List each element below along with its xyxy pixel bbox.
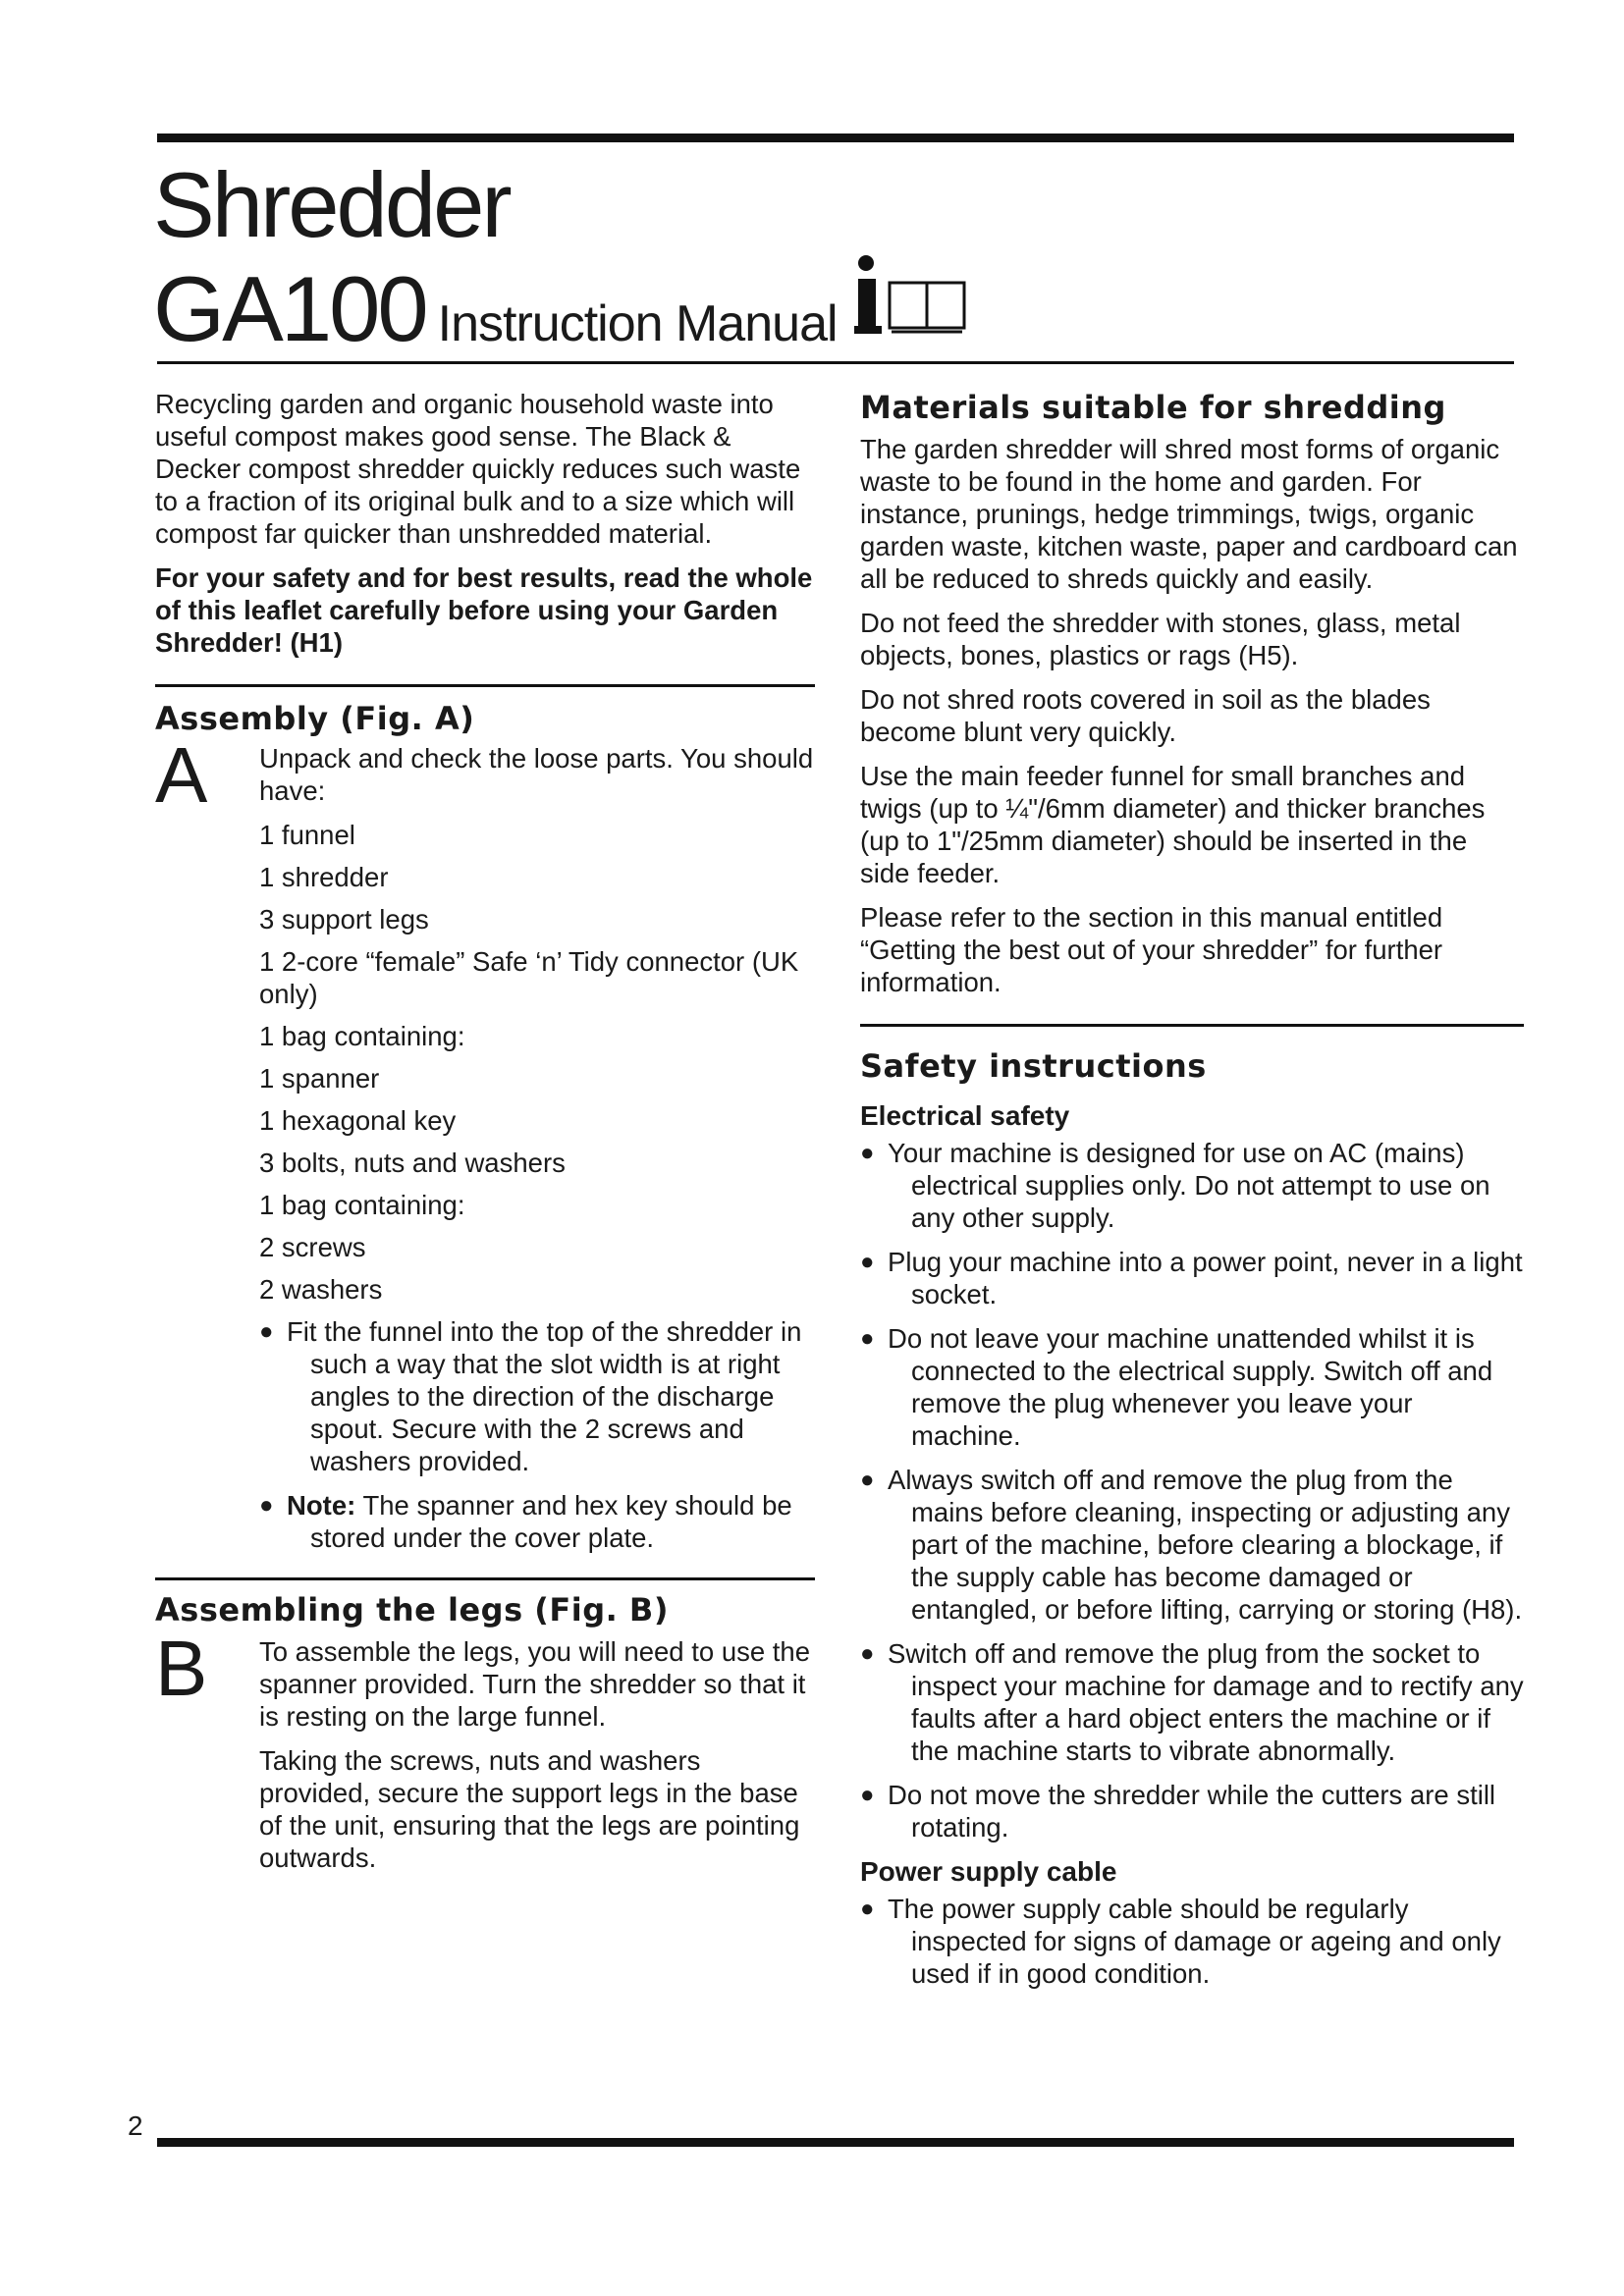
bullet-icon: ● [860, 1325, 875, 1352]
power-list [860, 1893, 1524, 1990]
list-item: 1 bag containing: [259, 1190, 465, 1220]
bullet-icon: ● [860, 1467, 875, 1493]
section-rule [155, 1577, 815, 1580]
legs-heading: Assembling the legs (Fig. B) [155, 1591, 669, 1629]
list-item: 2 washers [259, 1274, 383, 1305]
page-number: 2 [128, 2110, 143, 2141]
assembly-lead: Unpack and check the loose parts. You should have: [259, 743, 814, 806]
assembly-block [155, 731, 815, 1554]
materials-paragraph: The garden shredder will shred most forms of organic waste to be found in the home and garden. For instance, prunings, hedge trimmings, twigs, organic garden waste, kitchen waste, paper and cardboard can all be reduced to shreds quickly and easily. [860, 434, 1518, 594]
safety-heading: Safety instructions [860, 1047, 1207, 1085]
top-rule [157, 133, 1514, 142]
electrical-heading: Electrical safety [860, 1100, 1070, 1131]
bullet-icon: ● [860, 1140, 875, 1166]
list-item: ● Fit the funnel into the top of the shredder in such a way that the slot width is at right angles to the direction of the discharge spout. Secure with the 2 screws and washers provided. [259, 1316, 802, 1476]
list-item [259, 1489, 815, 1554]
manual-icons [852, 253, 970, 344]
materials-paragraph: Do not shred roots covered in soil as the blades become blunt very quickly. [860, 684, 1431, 747]
bullet-icon: ● [860, 1249, 875, 1275]
legs-block [155, 1625, 815, 1874]
list-item: ● Plug your machine into a power point, never in a light socket. [860, 1247, 1523, 1309]
list-item: 3 support legs [259, 904, 429, 934]
bullet-icon: ● [259, 1492, 274, 1519]
bullet-icon: ● [860, 1896, 875, 1922]
model-number: GA100 [153, 257, 426, 360]
list-item: 1 bag containing: [259, 1021, 465, 1051]
list-item: 1 spanner [259, 1063, 380, 1094]
bullet-icon: ● [259, 1318, 274, 1345]
list-item: ● The power supply cable should be regularly inspected for signs of damage or ageing and only used if in good condition. [860, 1894, 1501, 1989]
power-heading: Power supply cable [860, 1856, 1117, 1887]
bottom-rule [157, 2138, 1514, 2147]
list-item: 1 funnel [259, 820, 355, 850]
intro-paragraph: Recycling garden and organic household waste into useful compost makes good sense. The Black & Decker compost shredder quickly reduces such waste to a fraction of its original bulk and to a size which will compost far quicker than unshredded material. [155, 389, 801, 549]
list-item: ● Do not move the shredder while the cutters are still rotating. [860, 1780, 1496, 1842]
page-title: Shredder [153, 153, 510, 256]
list-item: ● Do not leave your machine unattended whilst it is connected to the electrical supply. Switch off and remove the plug whenever you leave your machine. [860, 1323, 1493, 1451]
materials-paragraph: Please refer to the section in this manual entitled “Getting the best out of your shredder” for further information. [860, 902, 1443, 997]
safety-note: For your safety and for best results, read the whole of this leaflet carefully before using your Garden Shredder! (H1) [155, 562, 813, 658]
list-item: ● Always switch off and remove the plug from the mains before cleaning, inspecting or adjusting any part of the machine, before clearing a blockage, if the supply cable has become damaged or entangled, or before lifting, carrying or storing (H8). [860, 1465, 1523, 1625]
title-rule [157, 361, 1514, 364]
subtitle-line [153, 257, 838, 360]
left-column [155, 388, 815, 1886]
electrical-list [860, 1137, 1524, 1843]
figure-letter-a: A [155, 731, 208, 819]
materials-heading: Materials suitable for shredding [860, 389, 1446, 426]
note-text: The spanner and hex key should be stored under the cover plate. [310, 1490, 792, 1553]
list-item: 1 hexagonal key [259, 1105, 457, 1136]
list-item: ● Your machine is designed for use on AC (mains) electrical supplies only. Do not attempt to use on any other supply. [860, 1138, 1490, 1233]
materials-paragraph: Do not feed the shredder with stones, glass, metal objects, bones, plastics or rags (H5). [860, 608, 1461, 670]
book-icon [890, 283, 964, 332]
assembly-heading: Assembly (Fig. A) [155, 700, 475, 737]
materials-paragraph: Use the main feeder funnel for small branches and twigs (up to ¼"/6mm diameter) and thicker branches (up to 1"/25mm diameter) should be inserted in the side feeder. [860, 761, 1486, 888]
list-item: 1 shredder [259, 862, 389, 892]
section-rule [860, 1024, 1524, 1027]
legs-paragraph: Taking the screws, nuts and washers provided, secure the support legs in the base of the unit, ensuring that the legs are pointing outwards. [259, 1745, 800, 1873]
right-column [860, 388, 1524, 2002]
note-label: Note: [287, 1490, 356, 1521]
bullet-icon: ● [860, 1782, 875, 1808]
legs-paragraph: To assemble the legs, you will need to use the spanner provided. Turn the shredder so that it is resting on the large funnel. [259, 1636, 811, 1732]
list-item: 1 2-core “female” Safe ‘n’ Tidy connector (UK only) [259, 946, 799, 1009]
assembly-bullets [259, 1315, 815, 1554]
info-icon [854, 255, 882, 334]
list-item: 2 screws [259, 1232, 366, 1262]
section-rule [155, 684, 815, 687]
list-item: ● Switch off and remove the plug from the socket to inspect your machine for damage and to rectify any faults after a hard object enters the machine or if the machine starts to vibrate abnormally. [860, 1638, 1524, 1766]
list-item: 3 bolts, nuts and washers [259, 1148, 566, 1178]
manual-subtitle: Instruction Manual [437, 295, 838, 352]
bullet-icon: ● [860, 1640, 875, 1667]
figure-letter-b: B [155, 1625, 208, 1712]
parts-list [259, 819, 815, 1306]
